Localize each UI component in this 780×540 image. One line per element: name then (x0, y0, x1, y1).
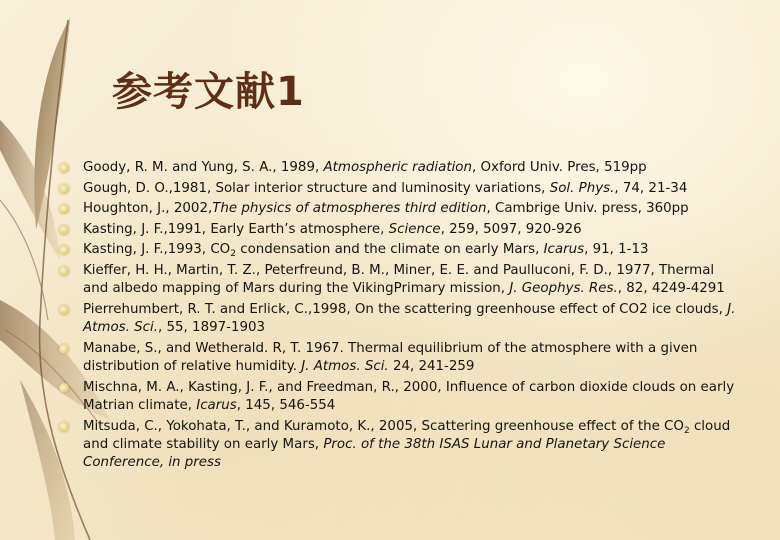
bullet-icon (59, 163, 69, 173)
reference-item: Kieffer, H. H., Martin, T. Z., Peterfreund, B. M., Miner, E. E. and Paulluconi, F. D., 1977, Thermal and albedo mapping of Mars during the VikingPrimary mission, J. Geophys. Res., 82, 4249-4291 (58, 262, 738, 298)
slide-title: 参考文献1 (112, 69, 305, 115)
reference-item: Mischna, M. A., Kasting, J. F., and Freedman, R., 2000, Influence of carbon dioxide clouds on early Matrian climate, Icarus, 145, 546-554 (58, 379, 738, 415)
bullet-icon (59, 225, 69, 235)
bullet-icon (59, 184, 69, 194)
reference-item: Kasting, J. F.,1993, $CO_2$ condensation and the climate on early Mars, Icarus, 91, 1-13 (58, 241, 738, 259)
reference-list (58, 159, 738, 474)
bullet-icon (59, 245, 69, 255)
reference-item: Manabe, S., and Wetherald. R, T. 1967. Thermal equilibrium of the atmosphere with a given distribution of relative humidity. J. Atmos. Sci. 24, 241-259 (58, 340, 738, 376)
bullet-icon (59, 422, 69, 432)
reference-item: Gough, D. O.,1981, Solar interior structure and luminosity variations, Sol. Phys., 74, 21-34 (58, 180, 738, 198)
bullet-icon (59, 305, 69, 315)
bullet-icon (59, 344, 69, 354)
bullet-icon (59, 383, 69, 393)
bullet-icon (59, 204, 69, 214)
reference-item: Houghton, J., 2002,The physics of atmospheres third edition, Cambrige Univ. press, 360pp (58, 200, 738, 218)
reference-item: Pierrehumbert, R. T. and Erlick, C.,1998, On the scattering greenhouse effect of CO2 ice clouds, J. Atmos. Sci., 55, 1897-1903 (58, 301, 738, 337)
reference-item: Goody, R. M. and Yung, S. A., 1989, Atmospheric radiation, Oxford Univ. Pres, 519pp (58, 159, 738, 177)
reference-item: Kasting, J. F.,1991, Early Earth’s atmosphere, Science, 259, 5097, 920-926 (58, 221, 738, 239)
bullet-icon (59, 266, 69, 276)
reference-item: Mitsuda, C., Yokohata, T., and Kuramoto, K., 2005, Scattering greenhouse effect of the $CO_2$ cloud and climate stability on early Mars, Proc. of the 38th ISAS Lunar and Planetary Science Conference, in press (58, 418, 738, 472)
